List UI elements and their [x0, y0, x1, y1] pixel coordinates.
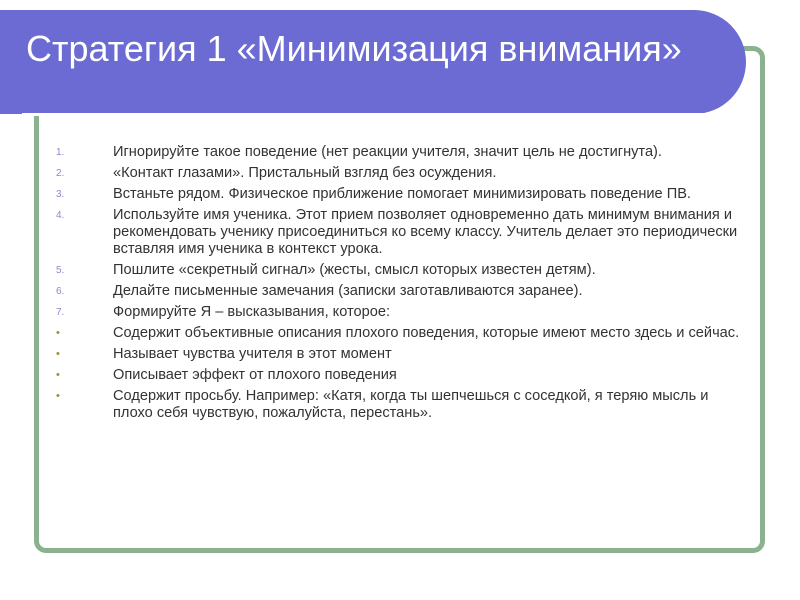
list-number-6: 6. — [56, 286, 65, 297]
list-item-text: Игнорируйте такое поведение (нет реакции учителя, значит цель не достигнута). — [113, 144, 662, 160]
list-item-text: «Контакт глазами». Пристальный взгляд без осуждения. — [113, 165, 497, 181]
list-item-4 — [56, 207, 746, 258]
list-number-5: 5. — [56, 265, 65, 276]
list-item-text: Формируйте Я – высказывания, которое: — [113, 304, 391, 320]
list-number-4: 4. — [56, 210, 65, 221]
bullet-item-1 — [56, 325, 746, 342]
list-item-text: Называет чувства учителя в этот момент — [113, 346, 392, 362]
list-item-3 — [56, 186, 746, 203]
list-item-1 — [56, 144, 746, 161]
list-number-7: 7. — [56, 307, 65, 318]
list-item-text: Содержит объективные описания плохого поведения, которые имеют место здесь и сейчас. — [113, 325, 740, 341]
list-number-3: 3. — [56, 189, 65, 200]
list-item-2 — [56, 165, 746, 182]
bullet-icon: • — [56, 327, 60, 339]
list-item-text: Описывает эффект от плохого поведения — [113, 367, 397, 383]
title-underline — [22, 113, 706, 116]
list-item-text: Используйте имя ученика. Этот прием позволяет одновременно дать минимум внимания и рекомендовать ученику присоединиться ко всему классу. Учитель делает это периодически вставляя имя ученика в контекст урока. — [113, 207, 738, 257]
list-item-text: Пошлите «секретный сигнал» (жесты, смысл которых известен детям). — [113, 262, 596, 278]
list-number-2: 2. — [56, 168, 65, 179]
list-number-1: 1. — [56, 147, 65, 158]
bullet-item-3 — [56, 367, 746, 384]
bullet-item-4 — [56, 388, 746, 422]
list-item-text: Встаньте рядом. Физическое приближение помогает минимизировать поведение ПВ. — [113, 186, 691, 202]
slide-title: Стратегия 1 «Минимизация внимания» — [26, 28, 682, 69]
bullet-icon: • — [56, 348, 60, 360]
bullet-icon: • — [56, 369, 60, 381]
list-item-text: Содержит просьбу. Например: «Катя, когда ты шепчешься с соседкой, я теряю мысль и плохо себя чувствую, пожалуйста, перестань». — [113, 388, 709, 421]
title-bar — [0, 10, 746, 114]
list-item-text: Делайте письменные замечания (записки заготавливаются заранее). — [113, 283, 583, 299]
bullet-icon: • — [56, 390, 60, 402]
list-item-5 — [56, 262, 746, 279]
bullet-item-2 — [56, 346, 746, 363]
list-item-6 — [56, 283, 746, 300]
content-list — [56, 144, 746, 426]
list-item-7 — [56, 304, 746, 321]
